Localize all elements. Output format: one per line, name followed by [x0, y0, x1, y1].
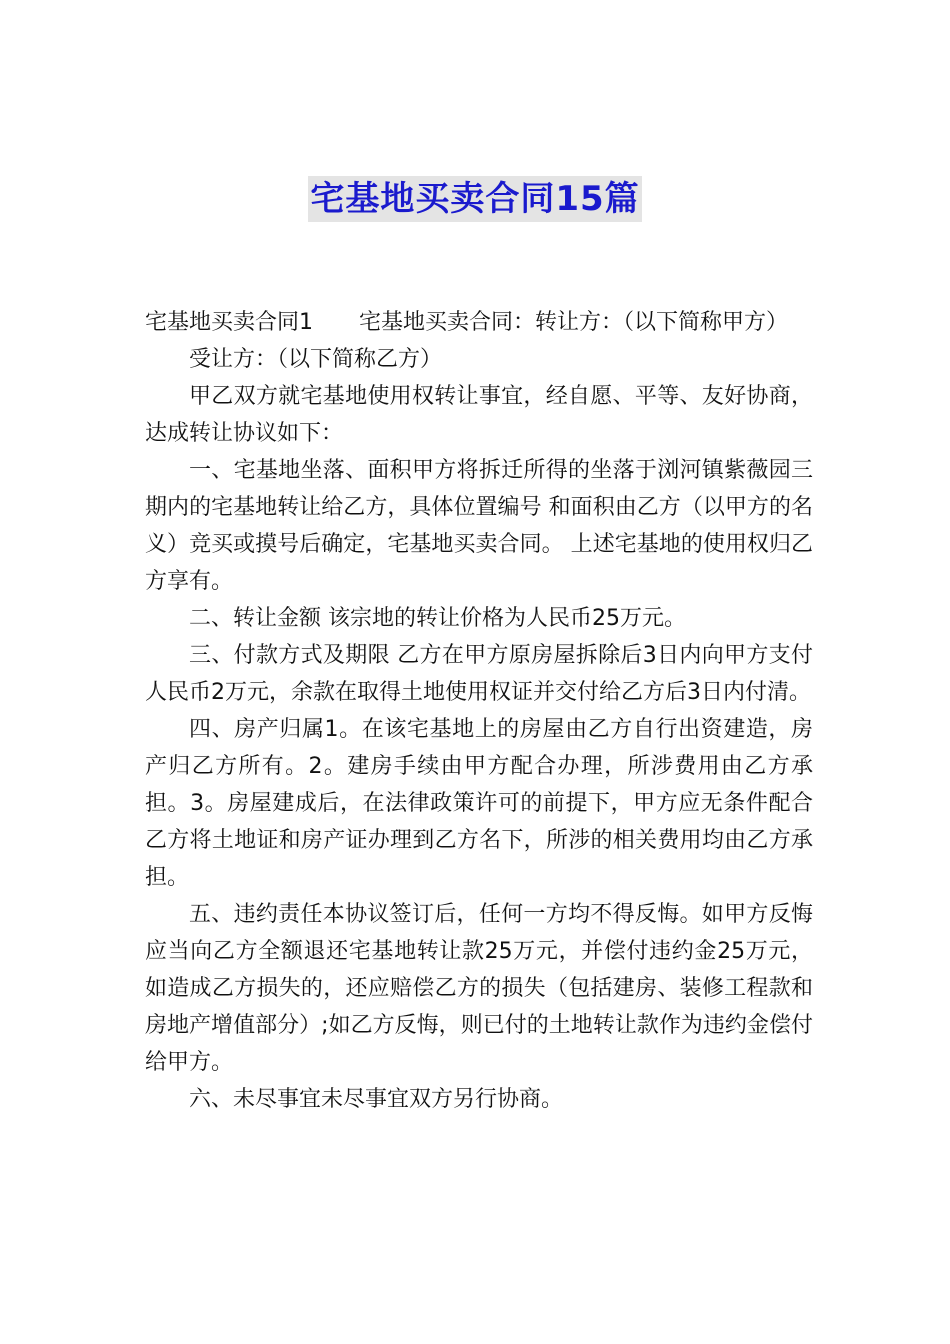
clause-6-other: 六、未尽事宜未尽事宜双方另行协商。 [189, 1087, 564, 1112]
clause-4-ownership: 四、房产归属1。在该宅基地上的房屋由乙方自行出资建造，房产归乙方所有。2。建房手续由甲方配合办理，所涉费用由乙方承担。3。房屋建成后，在法律政策许可的前提下，甲方应无条件配合乙方将土地证和房产证办理到乙方名下，所涉的相关费用均由乙方承担。 [145, 717, 813, 890]
paragraph-opening [145, 304, 813, 341]
paragraph-transferor: 宅基地买卖合同：转让方：（以下简称甲方） [359, 310, 789, 335]
clause-3-payment: 三、付款方式及期限 乙方在甲方原房屋拆除后3日内向甲方支付人民币2万元，余款在取得土地使用权证并交付给乙方后3日内付清。 [145, 643, 813, 705]
paragraph-transferee: 受让方：（以下简称乙方） [189, 347, 443, 372]
paragraph-preamble: 甲乙双方就宅基地使用权转让事宜，经自愿、平等、友好协商，达成转让协议如下： [145, 384, 813, 446]
contract-heading: 宅基地买卖合同1 [145, 310, 313, 335]
clause-5-breach: 五、违约责任本协议签订后，任何一方均不得反悔。如甲方反悔应当向乙方全额退还宅基地转让款25万元，并偿付违约金25万元，如造成乙方损失的，还应赔偿乙方的损失（包括建房、装修工程款和房地产增值部分）;如乙方反悔，则已付的土地转让款作为违约金偿付给甲方。 [145, 902, 813, 1075]
clause-2-amount: 二、转让金额 该宗地的转让价格为人民币25万元。 [189, 606, 686, 631]
clause-1-location-area: 一、宅基地坐落、面积甲方将拆迁所得的坐落于浏河镇紫薇园三期内的宅基地转让给乙方，具体位置编号 和面积由乙方（以甲方的名义）竞买或摸号后确定，宅基地买卖合同。 上述宅基地的使用权归乙方享有。 [145, 458, 813, 594]
document-body [145, 304, 813, 1118]
document-title: 宅基地买卖合同15篇 [308, 176, 641, 222]
title-container [0, 176, 950, 222]
